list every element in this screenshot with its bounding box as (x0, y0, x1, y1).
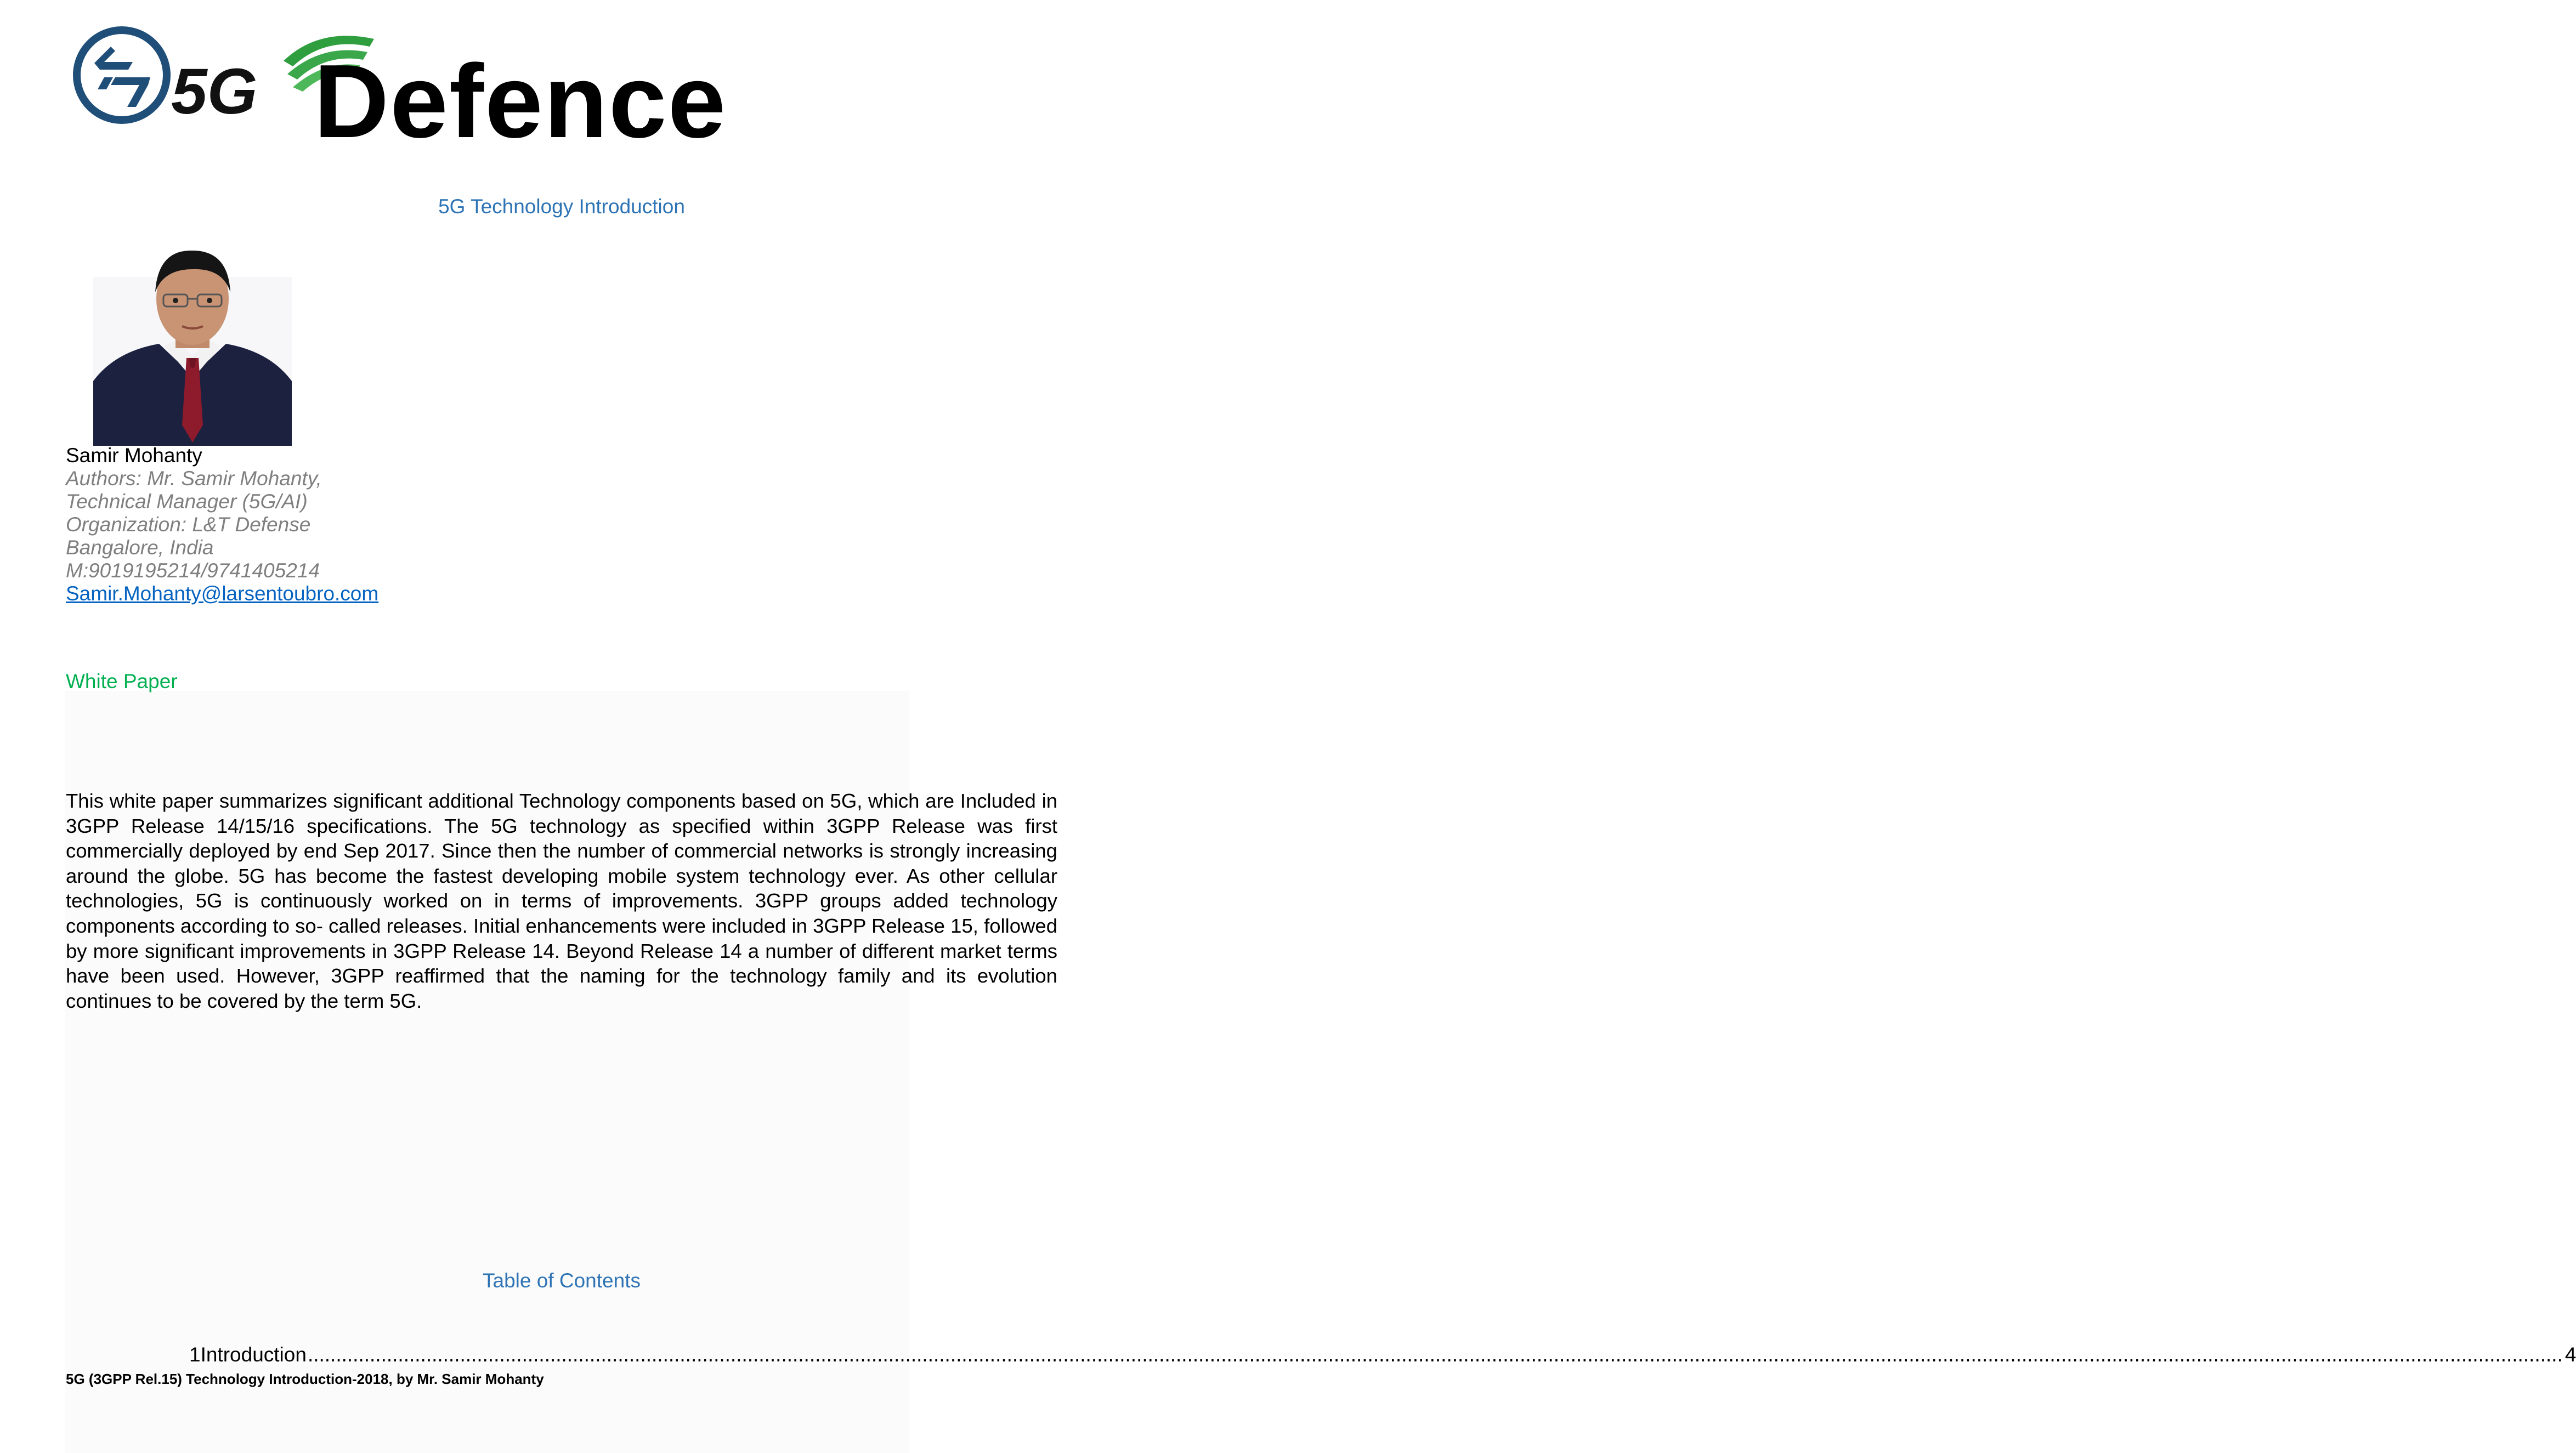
toc-dot-leader: ................................................................................................................................................................................................................................................................................................................................................................................................................ (307, 1343, 2563, 1366)
document-title: 5G Technology Introduction (438, 195, 685, 218)
toc-entry-introduction[interactable] (189, 1342, 2576, 1367)
toc-entry-page: 4 (2564, 1343, 2576, 1366)
page-footer: 5G (3GPP Rel.15) Technology Introduction-2018, by Mr. Samir Mohanty (66, 1371, 544, 1387)
author-name: Samir Mohanty (66, 444, 202, 467)
authors-line: Authors: Mr. Samir Mohanty, (66, 467, 322, 490)
author-info-block (66, 444, 378, 605)
document-type-label: White Paper (66, 670, 178, 693)
mobile-line: M:9019195214/9741405214 (66, 559, 320, 582)
toc-title: Table of Contents (483, 1269, 641, 1292)
organization-line: Organization: L&T Defense (66, 513, 311, 536)
author-photo (93, 244, 292, 446)
role-line: Technical Manager (5G/AI) (66, 490, 308, 513)
toc-entry-number: 1 (189, 1343, 201, 1366)
author-email-link[interactable]: Samir.Mohanty@larsentoubro.com (66, 582, 379, 605)
5g-logo-text: 5G (171, 55, 258, 128)
lt-logo-icon (72, 25, 171, 123)
brand-word-defence: Defence (314, 43, 727, 160)
abstract-paragraph: This white paper summarizes significant additional Technology components based on 5G, which are Included in 3GPP Release 14/15/16 specifications. The 5G technology as specified within 3GPP Release was first commercially deployed by end Sep 2017. Since then the number of commercial networks is strongly increasing around the globe. 5G has become the fastest developing mobile system technology ever. As other cellular technologies, 5G is continuously worked on in terms of improvements. 3GPP groups added technology components according to so- called releases. Initial enhancements were included in 3GPP Release 15, followed by more significant improvements in 3GPP Release 14. Beyond Release 14 a number of different market terms have been used. However, 3GPP reaffirmed that the naming for the technology family and its evolution continues to be covered by the term 5G. (66, 790, 1057, 1012)
header-logo-area (72, 25, 727, 160)
location-line: Bangalore, India (66, 536, 214, 559)
toc-entry-label: Introduction (200, 1343, 307, 1366)
